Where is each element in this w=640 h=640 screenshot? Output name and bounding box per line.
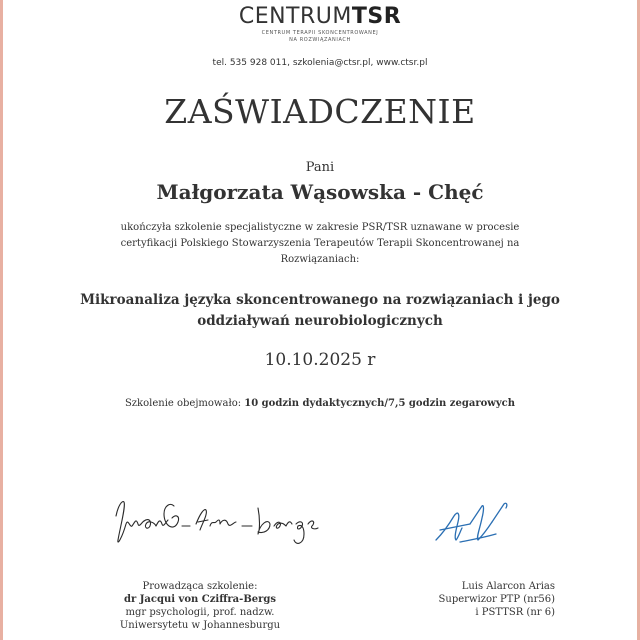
course-title-line: Mikroanaliza języka skoncentrowanego na rozwiązaniach i jego (80, 292, 560, 308)
document-title: ZAŚWIADCZENIE (164, 92, 476, 131)
left-signatory-name: dr Jacqui von Cziffra-Bergs (123, 594, 277, 605)
logo-wordmark (0, 4, 640, 30)
hours-value: 10 godzin dydaktycznych/7,5 godzin zegarowych (244, 398, 516, 409)
left-signature (108, 488, 328, 562)
training-hours (0, 398, 640, 409)
recipient-name: Małgorzata Wąsowska - Chęć (156, 180, 484, 204)
right-signature-text: LA (430, 488, 432, 489)
left-signature-image (108, 488, 328, 558)
completion-statement (70, 220, 570, 268)
right-signature (430, 488, 540, 562)
course-title (60, 290, 580, 332)
centrum-tsr-logo (0, 4, 640, 44)
left-signatory-credentials: mgr psychologii, prof. nadzw. (125, 607, 275, 618)
left-signatory-block (110, 580, 290, 632)
logo-wordmark-bold: TSR (351, 4, 402, 29)
right-signatory-title: Superwizor PTP (nr56) (438, 594, 555, 605)
logo-subtitle-line1: CENTRUM TERAPII SKONCENTROWANEJ (261, 30, 379, 36)
left-signatory-affiliation: Uniwersytetu w Johannesburgu (119, 620, 281, 631)
course-title-line: oddziaływań neurobiologicznych (197, 313, 443, 329)
logo-wordmark-light: CENTRUM (238, 4, 352, 29)
statement-line: Rozwiązaniach: (280, 254, 360, 265)
statement-line: certyfikacji Polskiego Stowarzyszenia Terapeutów Terapii Skoncentrowanej na (120, 238, 520, 249)
statement-line: ukończyła szkolenie specjalistyczne w zakresie PSR/TSR uznawane w procesie (120, 222, 520, 233)
course-date: 10.10.2025 r (264, 350, 376, 370)
right-signature-image (430, 488, 540, 558)
right-signatory-membership: i PSTTSR (nr 6) (475, 607, 555, 618)
left-signature-text: Jvon Cziffra-Bergs (108, 488, 118, 489)
right-signatory-block (385, 580, 555, 619)
logo-subtitle-line2: NA ROZWIĄZANIACH (289, 37, 351, 43)
left-signatory-role: Prowadząca szkolenie: (142, 581, 258, 592)
right-signatory-name: Luis Alarcon Arias (461, 581, 555, 592)
salutation: Pani (305, 160, 335, 175)
hours-prefix: Szkolenie obejmowało: (124, 398, 245, 409)
contact-line: tel. 535 928 011, szkolenia@ctsr.pl, www.ctsr.pl (212, 58, 428, 68)
